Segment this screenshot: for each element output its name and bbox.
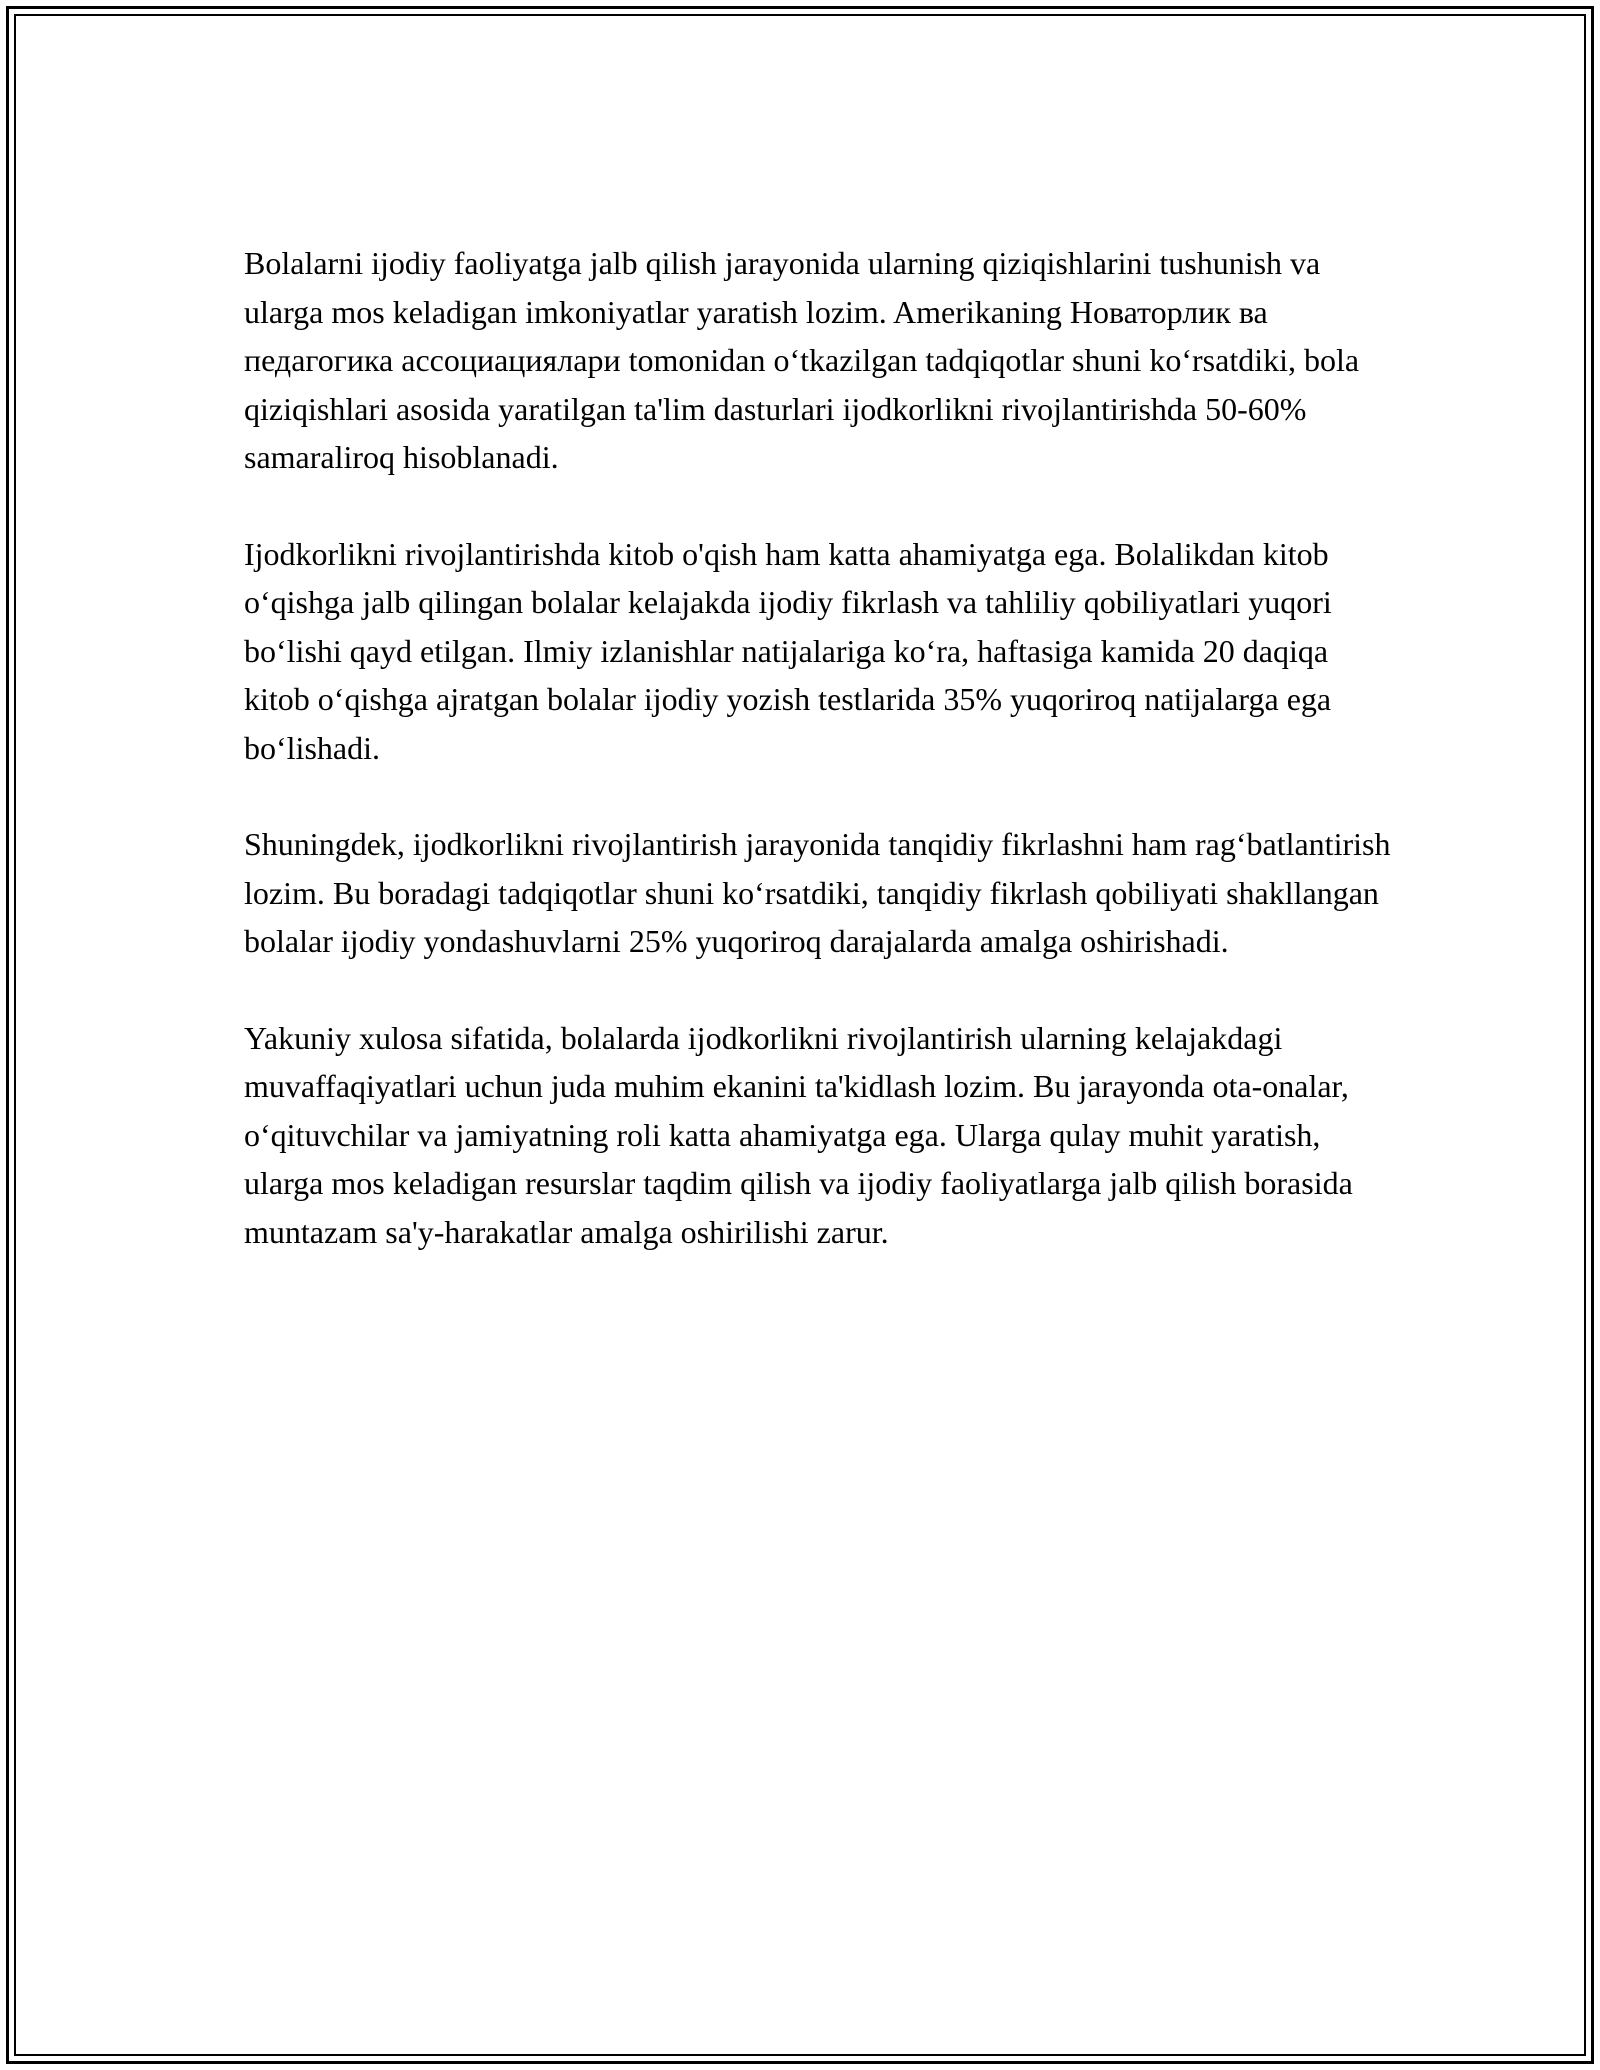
paragraph-conclusion: Yakuniy xulosa sifatida, bolalarda ijodkorlikni rivojlantirish ularning kelajakdagi muvaffaqiyatlari uchun juda muhim ekanini ta'kidlash lozim. Bu jarayonda ota-onalar, o‘qituvchilar va jamiyatning roli katta ahamiyatga ega. Ularga qulay muhit yaratish, ularga mos keladigan resurslar taqdim qilish va ijodiy faoliyatlarga jalb qilish borasida muntazam sa'y-harakatlar amalga oshirilishi zarur.: [244, 1019, 1353, 1250]
document-body: [244, 239, 1394, 1304]
paragraph-reading: Ijodkorlikni rivojlantirishda kitob o'qish ham katta ahamiyatga ega. Bolalikdan kitob o‘qishga jalb qilingan bolalar kelajakda ijodiy fikrlash va tahliliy qobiliyatlari yuqori bo‘lishi qayd etilgan. Ilmiy izlanishlar natijalariga ko‘ra, haftasiga kamida 20 daqiqa kitob o‘qishga ajratgan bolalar ijodiy yozish testlarida 35% yuqoriroq natijalarga ega bo‘lishadi.: [244, 535, 1332, 766]
paragraph-critical-thinking: Shuningdek, ijodkorlikni rivojlantirish jarayonida tanqidiy fikrlashni ham rag‘batlantirish lozim. Bu boradagi tadqiqotlar shuni ko‘rsatdiki, tanqidiy fikrlash qobiliyati shakllangan bolalar ijodiy yondashuvlarni 25% yuqoriroq darajalarda amalga oshirishadi.: [244, 826, 1391, 959]
paragraph-interests: Bolalarni ijodiy faoliyatga jalb qilish jarayonida ularning qiziqishlarini tushunish va ularga mos keladigan imkoniyatlar yaratish lozim. Amerikaning Новаторлик ва педагогика ассоциациялари tomonidan o‘tkazilgan tadqiqotlar shuni ko‘rsatdiki, bola qiziqishlari asosida yaratilgan ta'lim dasturlari ijodkorlikni rivojlantirishda 50-60% samaraliroq hisoblanadi.: [244, 245, 1360, 475]
page-border: [6, 6, 1594, 2064]
